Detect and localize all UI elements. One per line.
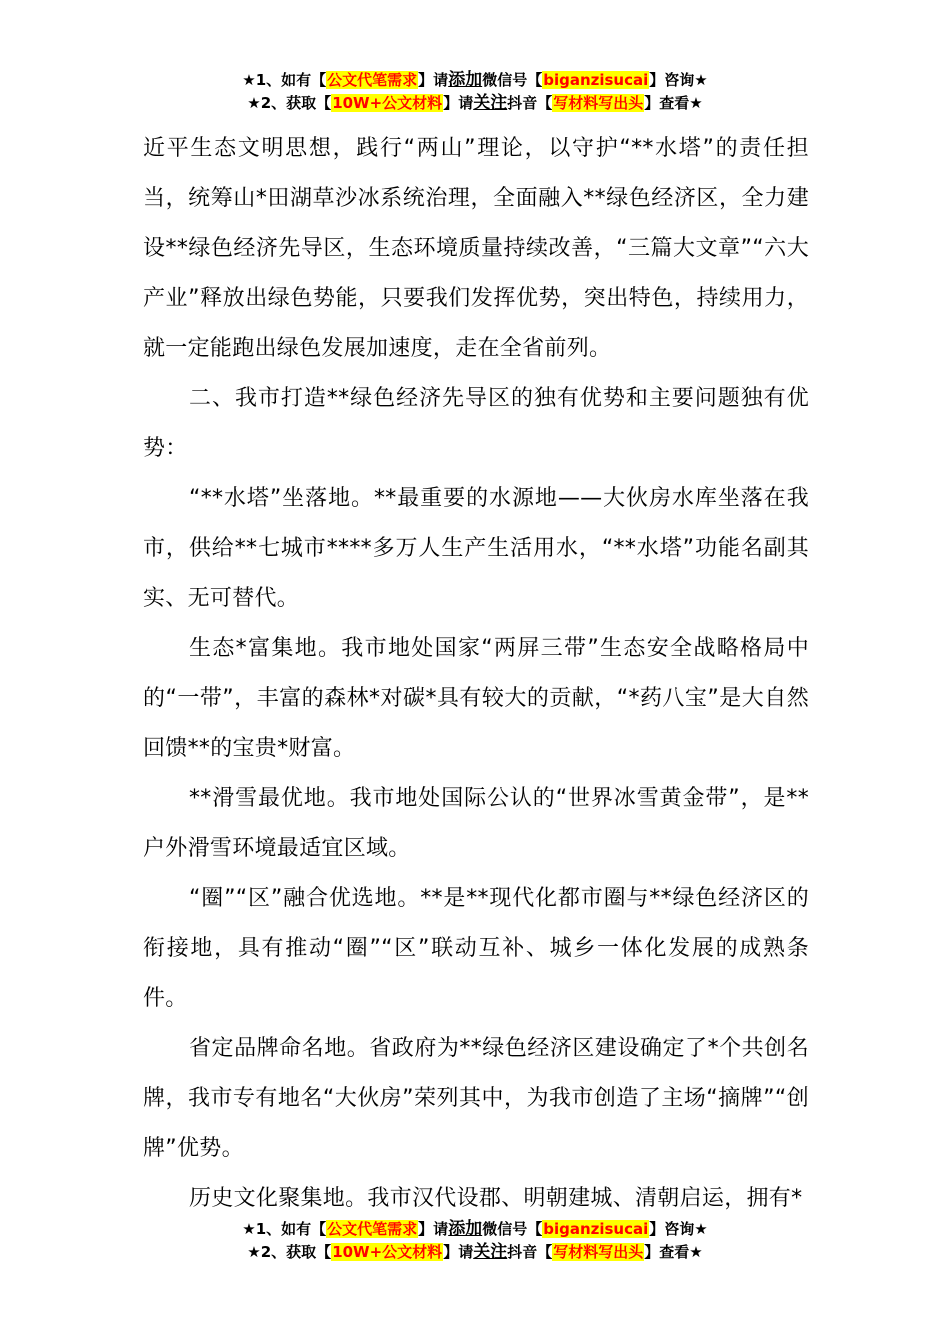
banner-highlight: 写材料写出头 bbox=[553, 94, 644, 112]
header-banner bbox=[0, 69, 950, 115]
paragraph: “**水塔”坐落地。**最重要的水源地——大伙房水库坐落在我市，供给**七城市****多万人生产生活用水，“**水塔”功能名副其实、无可替代。 bbox=[143, 486, 809, 611]
banner-text: ★2、获取【 bbox=[247, 1243, 332, 1261]
banner-line-2 bbox=[0, 92, 950, 115]
document-body bbox=[143, 124, 809, 1224]
banner-line-1 bbox=[0, 1218, 950, 1241]
banner-line-1 bbox=[0, 69, 950, 92]
footer-banner bbox=[0, 1218, 950, 1264]
banner-text: 抖音【 bbox=[507, 94, 553, 112]
banner-highlight: 10W+公文材料 bbox=[332, 1243, 443, 1261]
banner-highlight: 公文代笔需求 bbox=[327, 1220, 418, 1238]
banner-highlight: 公文代笔需求 bbox=[327, 71, 418, 89]
banner-text: 】咨询★ bbox=[649, 71, 708, 89]
banner-text: 】请 bbox=[443, 94, 474, 112]
banner-text: 微信号【 bbox=[482, 1220, 543, 1238]
paragraph: 生态*富集地。我市地处国家“两屏三带”生态安全战略格局中的“一带”，丰富的森林*对碳*具有较大的贡献，“*药八宝”是大自然回馈**的宝贵*财富。 bbox=[143, 636, 809, 761]
banner-highlight: biganzisucai bbox=[543, 71, 649, 89]
paragraph: 二、我市打造**绿色经济先导区的独有优势和主要问题独有优势： bbox=[143, 386, 809, 461]
banner-emphasis: 添加 bbox=[448, 1219, 483, 1239]
banner-text: 抖音【 bbox=[507, 1243, 553, 1261]
paragraph: 省定品牌命名地。省政府为**绿色经济区建设确定了*个共创名牌，我市专有地名“大伙房”荣列其中，为我市创造了主场“摘牌”“创牌”优势。 bbox=[143, 1036, 809, 1161]
banner-text: ★1、如有【 bbox=[242, 71, 327, 89]
banner-emphasis: 关注 bbox=[473, 93, 508, 113]
banner-emphasis: 关注 bbox=[473, 1242, 508, 1262]
paragraph: “圈”“区”融合优选地。**是**现代化都市圈与**绿色经济区的衔接地，具有推动“圈”“区”联动互补、城乡一体化发展的成熟条件。 bbox=[143, 886, 809, 1011]
banner-text: 】查看★ bbox=[644, 1243, 703, 1261]
paragraph: **滑雪最优地。我市地处国际公认的“世界冰雪黄金带”，是**户外滑雪环境最适宜区域。 bbox=[143, 786, 809, 861]
banner-text: ★2、获取【 bbox=[247, 94, 332, 112]
banner-line-2 bbox=[0, 1241, 950, 1264]
banner-highlight: biganzisucai bbox=[543, 1220, 649, 1238]
paragraph: 历史文化聚集地。我市汉代设郡、明朝建城、清朝启运，拥有* bbox=[189, 1186, 803, 1211]
banner-text: ★1、如有【 bbox=[242, 1220, 327, 1238]
paragraph: 近平生态文明思想，践行“两山”理论，以守护“**水塔”的责任担当，统筹山*田湖草沙冰系统治理，全面融入**绿色经济区，全力建设**绿色经济先导区，生态环境质量持续改善，“三篇大文章”“六大产业”释放出绿色势能，只要我们发挥优势，突出特色，持续用力，就一定能跑出绿色发展加速度，走在全省前列。 bbox=[143, 136, 809, 361]
banner-text: 】咨询★ bbox=[649, 1220, 708, 1238]
banner-text: 】查看★ bbox=[644, 94, 703, 112]
banner-text: 微信号【 bbox=[482, 71, 543, 89]
banner-text: 】请 bbox=[418, 1220, 449, 1238]
banner-text: 】请 bbox=[418, 71, 449, 89]
banner-emphasis: 添加 bbox=[448, 70, 483, 90]
banner-highlight: 写材料写出头 bbox=[553, 1243, 644, 1261]
banner-highlight: 10W+公文材料 bbox=[332, 94, 443, 112]
banner-text: 】请 bbox=[443, 1243, 474, 1261]
